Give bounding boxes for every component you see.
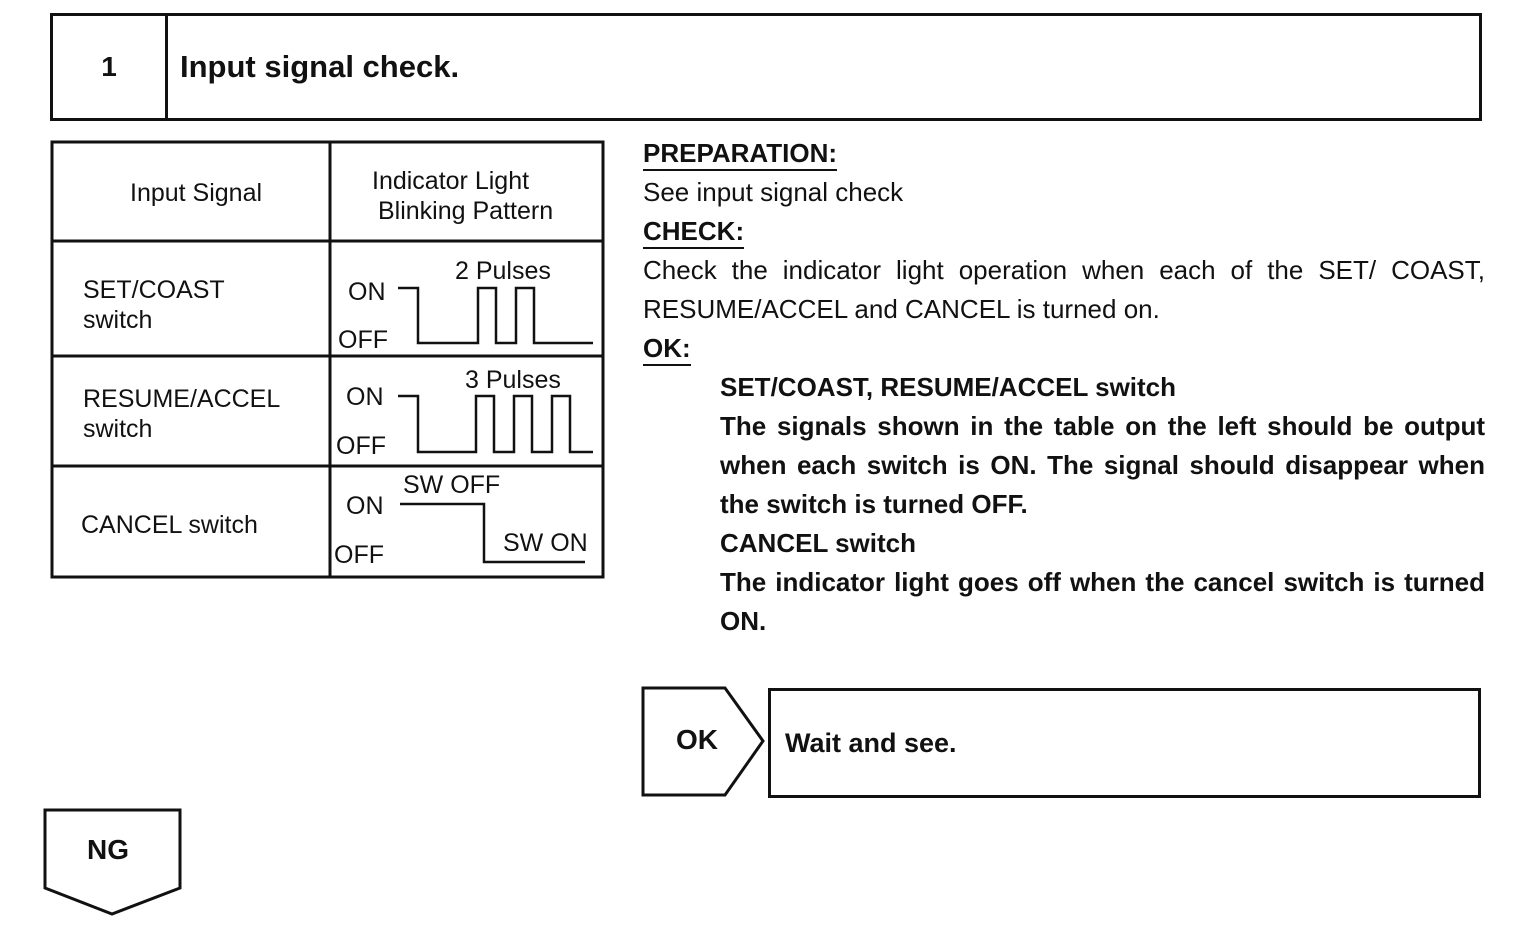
ok-text-1: The signals shown in the table on the left should be output when each switch is ON. The signal should disappear when the switch is turned OFF.	[720, 411, 1485, 519]
row1-name-line1: SET/COAST	[83, 276, 225, 304]
preparation-text: See input signal check	[643, 177, 904, 207]
set-coast-waveform	[398, 288, 593, 343]
row2-on-label: ON	[346, 383, 384, 411]
ok-text-2: The indicator light goes off when the cancel switch is turned ON.	[720, 567, 1485, 636]
instructions	[643, 134, 1485, 641]
row2-name-line1: RESUME/ACCEL	[83, 385, 281, 413]
check-text: Check the indicator light operation when each of the SET/ COAST, RESUME/ACCEL and CANCEL is turned on.	[643, 255, 1485, 324]
row2-name-line2: switch	[83, 415, 153, 443]
row1-name-line2: switch	[83, 306, 153, 334]
row2-off-label: OFF	[336, 432, 386, 460]
ok-action-text: Wait and see.	[785, 727, 957, 758]
step-number: 1	[53, 16, 168, 118]
check-label: CHECK:	[643, 215, 744, 249]
resume-accel-waveform	[398, 396, 593, 452]
ok-criteria	[643, 368, 1485, 641]
row3-off-label: OFF	[334, 541, 384, 569]
row3-sw-off-label: SW OFF	[403, 471, 501, 499]
header-pattern-line1: Indicator Light	[372, 167, 530, 195]
step-header	[50, 13, 1482, 121]
ok-heading-1: SET/COAST, RESUME/ACCEL switch	[720, 372, 1177, 402]
ok-heading-2: CANCEL switch	[720, 528, 916, 558]
ok-branch-label: OK	[676, 724, 718, 755]
header-pattern-line2: Blinking Pattern	[378, 197, 554, 225]
row1-off-label: OFF	[338, 326, 388, 354]
row3-on-label: ON	[346, 492, 384, 520]
row3-sw-on-label: SW ON	[503, 529, 588, 557]
ok-action-box	[768, 688, 1481, 798]
signal-table	[50, 140, 605, 580]
preparation-label: PREPARATION:	[643, 137, 837, 171]
row1-pulses-note: 2 Pulses	[455, 257, 551, 285]
row3-name: CANCEL switch	[81, 511, 258, 539]
header-input-signal: Input Signal	[130, 179, 263, 207]
step-title: Input signal check.	[180, 49, 460, 84]
ng-branch-label: NG	[87, 834, 129, 865]
ok-label: OK:	[643, 332, 691, 366]
row1-on-label: ON	[348, 278, 386, 306]
row2-pulses-note: 3 Pulses	[465, 366, 561, 394]
